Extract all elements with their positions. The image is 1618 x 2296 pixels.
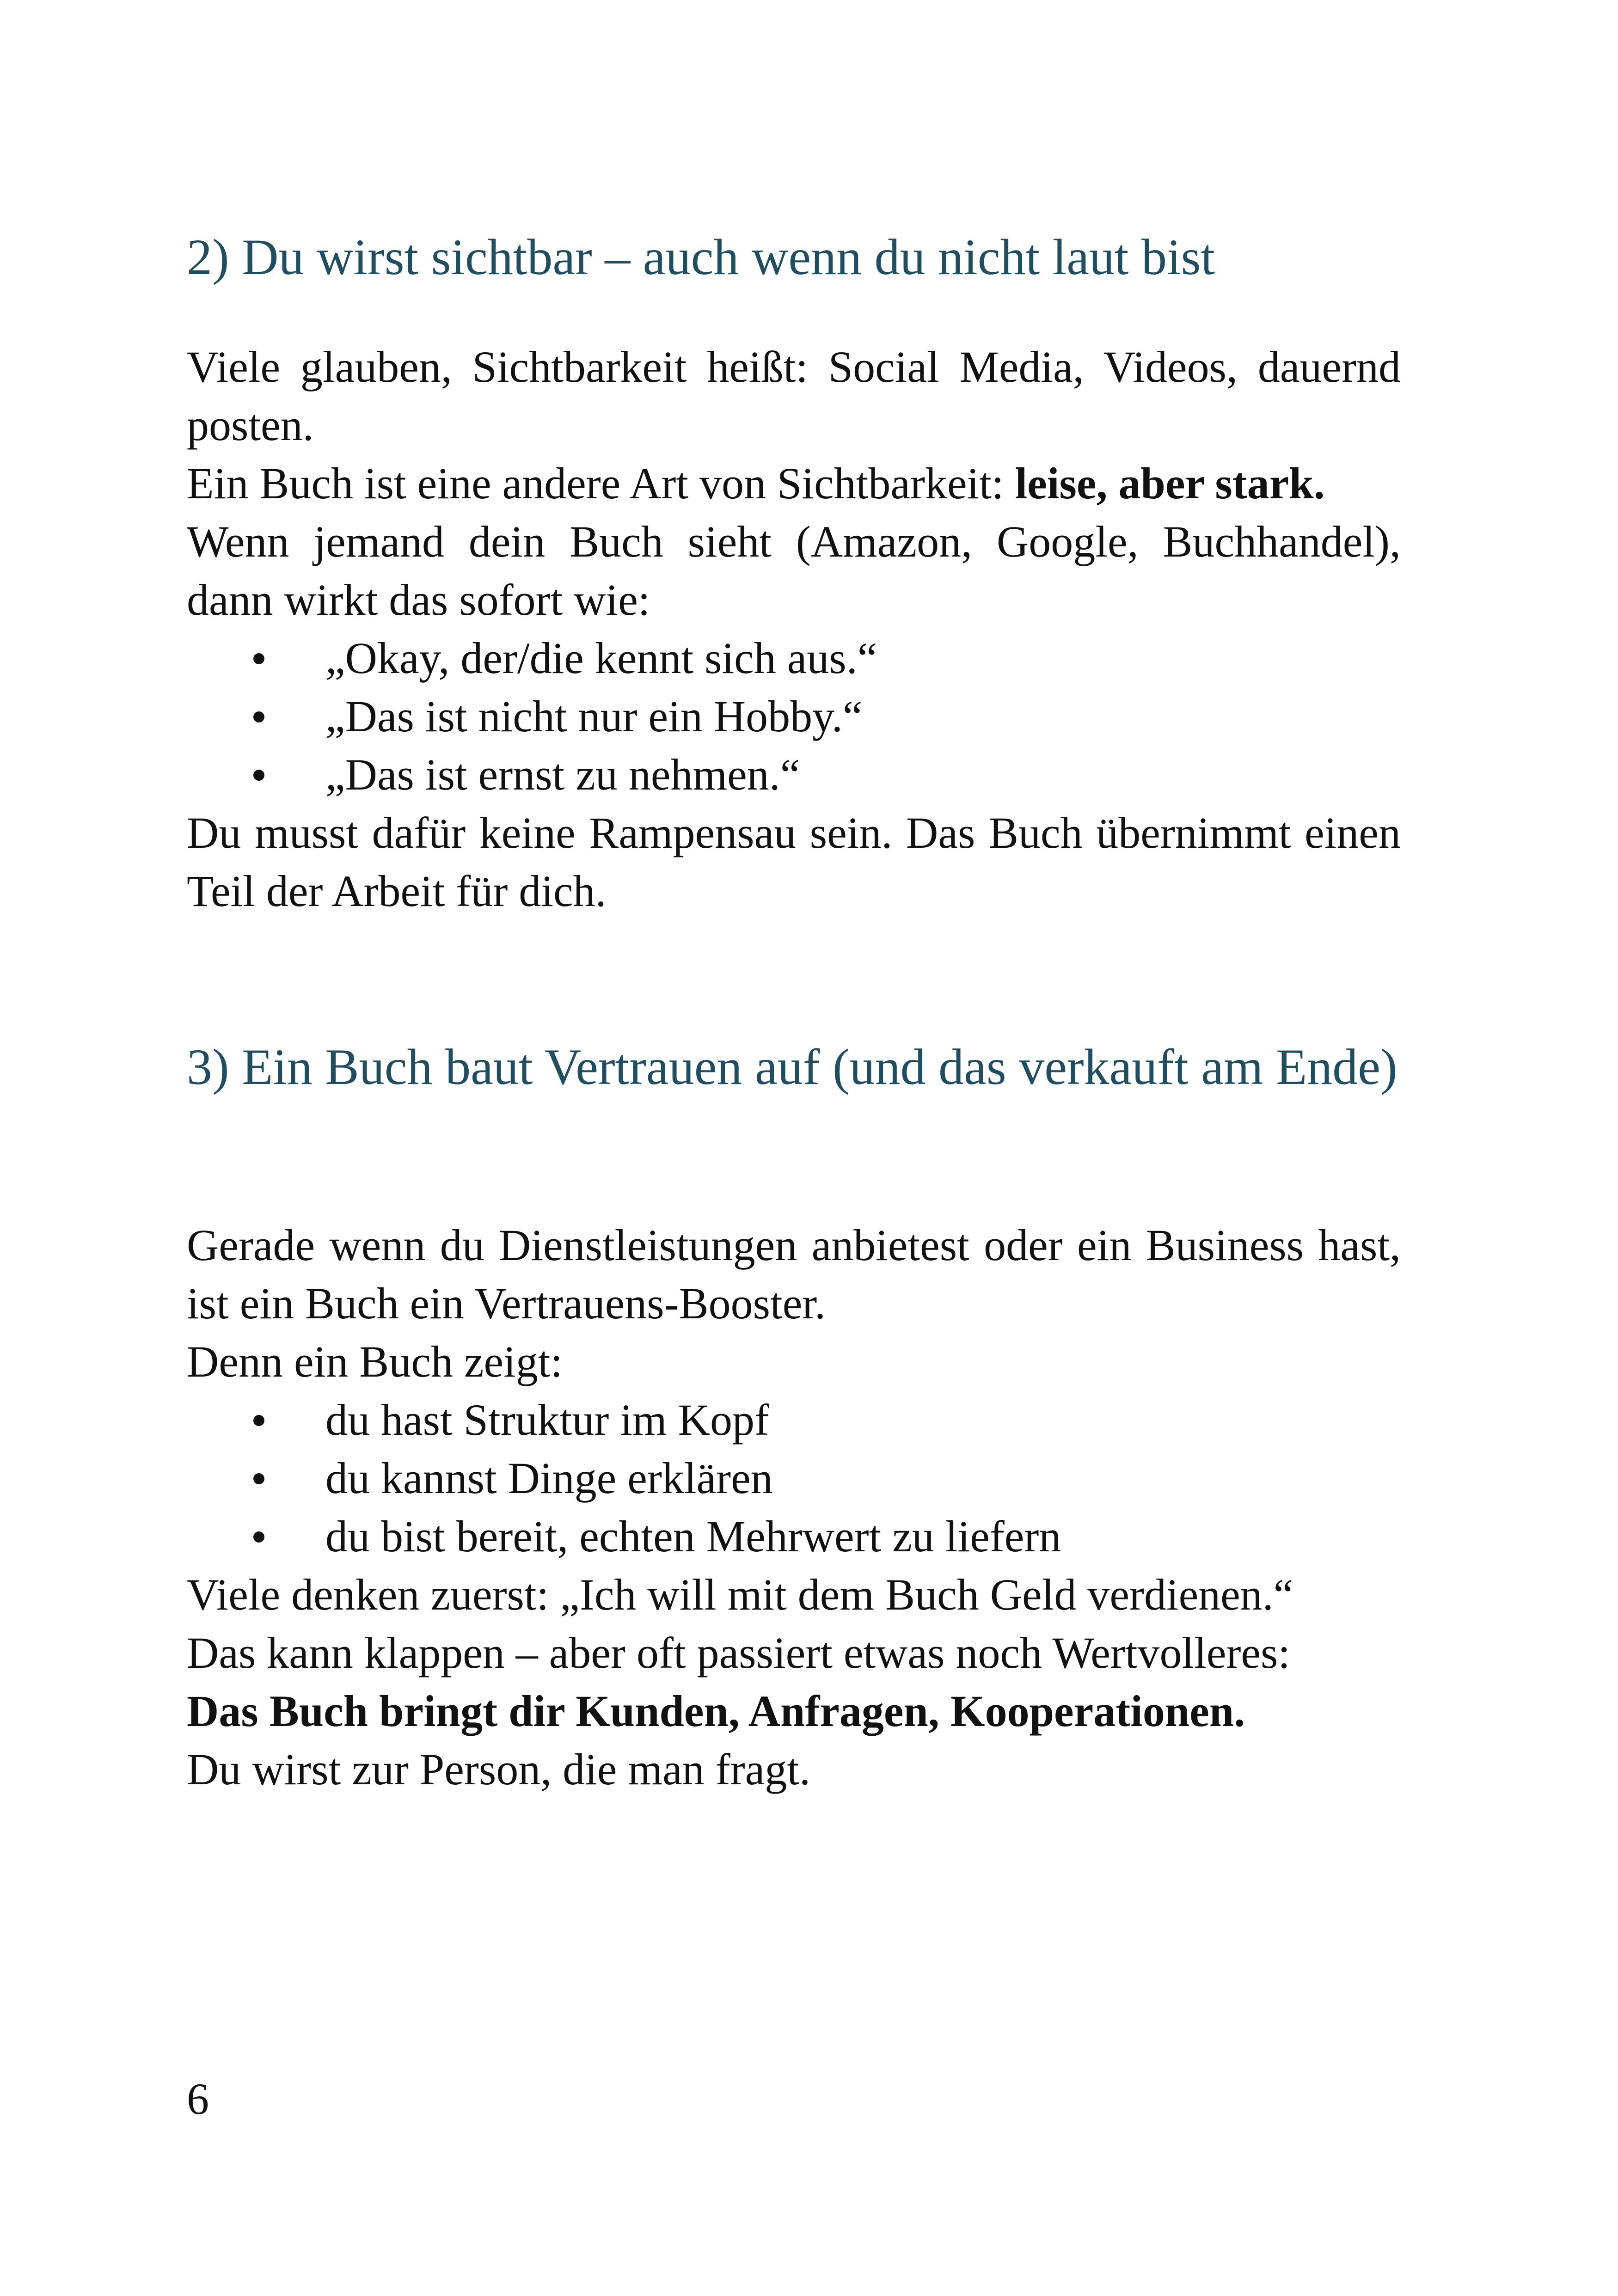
section-2-bullet-list <box>187 629 1401 804</box>
section-2-paragraph-1: Viele glauben, Sichtbarkeit heißt: Social Media, Videos, dauernd posten. <box>187 342 1401 450</box>
list-item <box>187 1449 1401 1507</box>
list-item-text: „Okay, der/die kennt sich aus.“ <box>325 633 877 683</box>
list-item-text: du hast Struktur im Kopf <box>325 1395 769 1445</box>
list-item <box>187 1391 1401 1449</box>
list-item-text: du bist bereit, echten Mehrwert zu liefern <box>325 1512 1061 1561</box>
section-2-paragraph-3: Wenn jemand dein Buch sieht (Amazon, Google, Buchhandel), dann wirkt das sofort wie: <box>187 517 1401 625</box>
bullet-icon <box>253 653 264 664</box>
section-2-body <box>187 338 1401 920</box>
bullet-icon <box>253 711 264 722</box>
section-3-emphasis: Das Buch bringt dir Kunden, Anfragen, Kooperationen. <box>187 1686 1245 1736</box>
bullet-icon <box>253 770 264 781</box>
section-3-paragraph-3: Viele denken zuerst: „Ich will mit dem Buch Geld verdienen.“ <box>187 1570 1293 1619</box>
list-item <box>187 687 1401 746</box>
bullet-icon <box>253 1415 264 1426</box>
section-3-paragraph-4: Das kann klappen – aber oft passiert etwas noch Wertvolleres: <box>187 1628 1291 1678</box>
list-item-text: du kannst Dinge erklären <box>325 1453 773 1503</box>
section-3-paragraph-2: Denn ein Buch zeigt: <box>187 1337 563 1386</box>
section-2-emphasis: leise, aber stark. <box>1015 459 1325 508</box>
section-2-paragraph-4: Du musst dafür keine Rampensau sein. Das Buch übernimmt einen Teil der Arbeit für dich. <box>187 808 1401 916</box>
section-3-paragraph-6: Du wirst zur Person, die man fragt. <box>187 1745 811 1794</box>
section-2-heading: 2) Du wirst sichtbar – auch wenn du nicht laut bist <box>187 229 1215 285</box>
section-3-body <box>187 1216 1401 1799</box>
list-item <box>187 1507 1401 1566</box>
section-3-bullet-list <box>187 1391 1401 1566</box>
bullet-icon <box>253 1473 264 1484</box>
section-3-heading: 3) Ein Buch baut Vertrauen auf (und das verkauft am Ende) <box>187 1039 1397 1095</box>
list-item <box>187 746 1401 804</box>
list-item-text: „Das ist ernst zu nehmen.“ <box>325 750 800 799</box>
section-3-paragraph-5 <box>187 1682 1401 1740</box>
list-item <box>187 629 1401 687</box>
section-2-paragraph-2-text: Ein Buch ist eine andere Art von Sichtbarkeit: <box>187 459 1015 508</box>
section-2-paragraph-2 <box>187 454 1401 513</box>
bullet-icon <box>253 1531 264 1543</box>
page-number: 6 <box>187 2074 209 2124</box>
list-item-text: „Das ist nicht nur ein Hobby.“ <box>325 692 863 741</box>
section-3-paragraph-1: Gerade wenn du Dienstleistungen anbietest oder ein Business hast, ist ein Buch ein Vertrauens-Booster. <box>187 1220 1401 1328</box>
